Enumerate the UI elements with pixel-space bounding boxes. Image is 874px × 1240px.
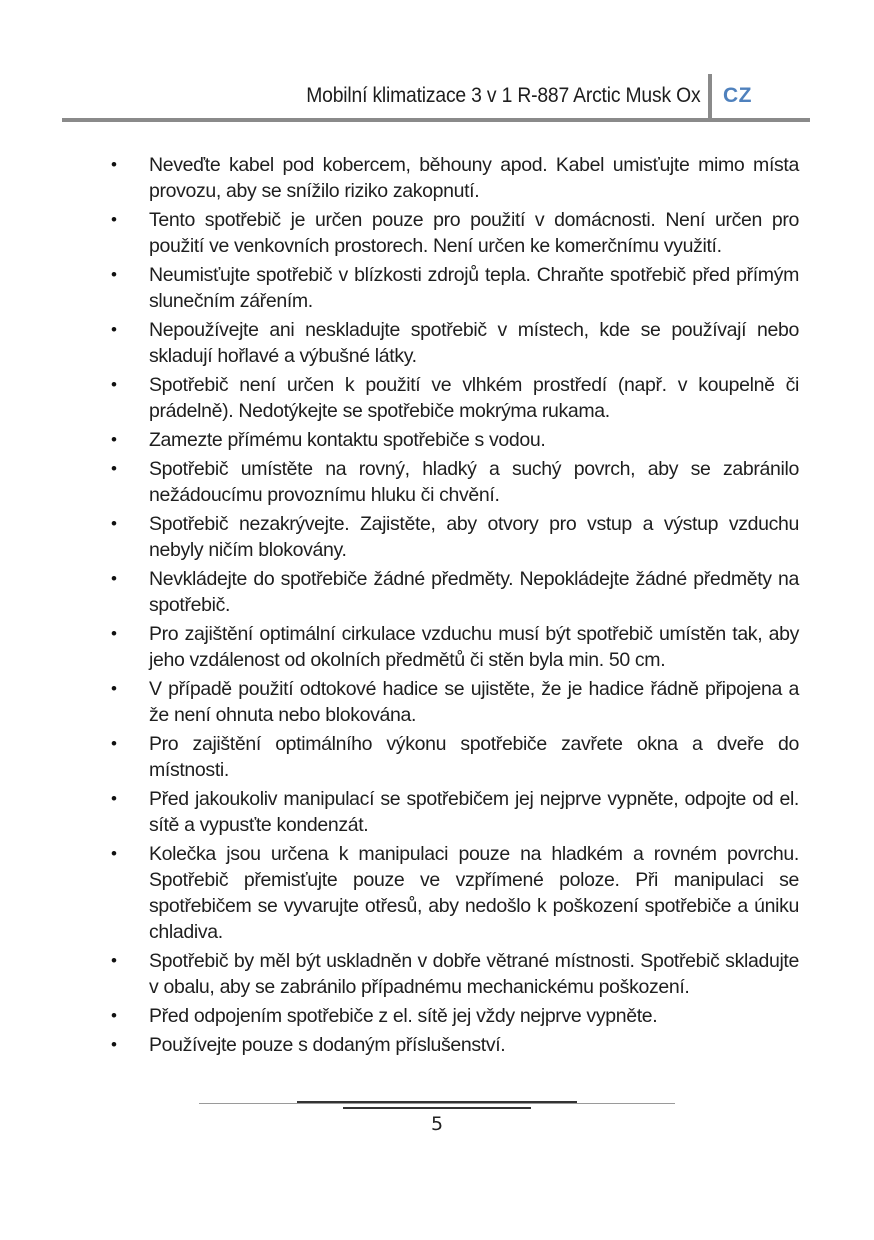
list-item-text: Neveďte kabel pod kobercem, běhouny apod. Kabel umisťujte mimo místa provozu, aby se snížilo riziko zakopnutí. <box>149 154 799 202</box>
list-item-text: Spotřebič nezakrývejte. Zajistěte, aby otvory pro vstup a výstup vzduchu nebyly ničím blokovány. <box>149 513 799 561</box>
list-item <box>107 317 799 369</box>
bullet-icon: • <box>111 679 117 698</box>
bullet-icon: • <box>111 1035 117 1054</box>
bullet-icon: • <box>111 155 117 174</box>
document-title: Mobilní klimatizace 3 v 1 R-887 Arctic Musk Ox <box>305 84 700 107</box>
list-item-text: Kolečka jsou určena k manipulaci pouze na hladkém a rovném povrchu. Spotřebič přemisťujte pouze ve vzpřímené poloze. Při manipulaci se spotřebičem se vyvarujte otřesů, aby nedošlo k poškození spotřebiče a úniku chladiva. <box>149 843 799 943</box>
header-divider <box>708 74 712 118</box>
list-item-text: Nepoužívejte ani neskladujte spotřebič v místech, kde se používají nebo skladují hořlavé a výbušné látky. <box>149 319 799 367</box>
list-item-text: Spotřebič by měl být uskladněn v dobře větrané místnosti. Spotřebič skladujte v obalu, aby se zabránilo případnému mechanickému poškození. <box>149 950 799 998</box>
safety-instructions <box>107 152 799 1061</box>
list-item <box>107 207 799 259</box>
list-item-text: Pro zajištění optimální cirkulace vzduchu musí být spotřebič umístěn tak, aby jeho vzdálenost od okolních předmětů či stěn byla min. 50 cm. <box>149 623 799 671</box>
list-item <box>107 621 799 673</box>
list-item <box>107 948 799 1000</box>
list-item-text: Nevkládejte do spotřebiče žádné předměty. Nepokládejte žádné předměty na spotřebič. <box>149 568 799 616</box>
list-item <box>107 676 799 728</box>
page-header <box>62 78 810 122</box>
footer-rule <box>343 1107 531 1109</box>
bullet-icon: • <box>111 569 117 588</box>
bullet-icon: • <box>111 1006 117 1025</box>
footer-rule <box>297 1101 577 1103</box>
list-item-text: Zamezte přímému kontaktu spotřebiče s vodou. <box>149 429 546 451</box>
language-code: CZ <box>723 84 752 107</box>
list-item <box>107 566 799 618</box>
list-item <box>107 1003 799 1029</box>
list-item <box>107 511 799 563</box>
list-item <box>107 152 799 204</box>
bullet-icon: • <box>111 789 117 808</box>
list-item-text: Neumisťujte spotřebič v blízkosti zdrojů tepla. Chraňte spotřebič před přímým slunečním zářením. <box>149 264 799 312</box>
bullet-icon: • <box>111 844 117 863</box>
page-number: 5 <box>430 1113 444 1135</box>
list-item <box>107 1032 799 1058</box>
list-item-text: Před jakoukoliv manipulací se spotřebičem jej nejprve vypněte, odpojte od el. sítě a vypusťte kondenzát. <box>149 788 799 836</box>
list-item-text: Používejte pouze s dodaným příslušenství. <box>149 1034 506 1056</box>
list-item <box>107 372 799 424</box>
bullet-icon: • <box>111 265 117 284</box>
list-item <box>107 427 799 453</box>
instruction-list <box>107 152 799 1058</box>
bullet-icon: • <box>111 375 117 394</box>
list-item-text: Pro zajištění optimálního výkonu spotřebiče zavřete okna a dveře do místnosti. <box>149 733 799 781</box>
bullet-icon: • <box>111 320 117 339</box>
list-item <box>107 456 799 508</box>
bullet-icon: • <box>111 514 117 533</box>
bullet-icon: • <box>111 624 117 643</box>
header-rule <box>62 118 810 122</box>
list-item <box>107 841 799 945</box>
list-item-text: Spotřebič není určen k použití ve vlhkém prostředí (např. v koupelně či prádelně). Nedotýkejte se spotřebiče mokrýma rukama. <box>149 374 799 422</box>
list-item-text: Před odpojením spotřebiče z el. sítě jej vždy nejprve vypněte. <box>149 1005 658 1027</box>
list-item <box>107 786 799 838</box>
footer-rule <box>199 1103 675 1104</box>
list-item-text: Spotřebič umístěte na rovný, hladký a suchý povrch, aby se zabránilo nežádoucímu provoznímu hluku či chvění. <box>149 458 799 506</box>
bullet-icon: • <box>111 459 117 478</box>
list-item-text: Tento spotřebič je určen pouze pro použití v domácnosti. Není určen pro použití ve venkovních prostorech. Není určen ke komerčnímu využití. <box>149 209 799 257</box>
bullet-icon: • <box>111 430 117 449</box>
bullet-icon: • <box>111 951 117 970</box>
list-item <box>107 731 799 783</box>
list-item <box>107 262 799 314</box>
bullet-icon: • <box>111 210 117 229</box>
bullet-icon: • <box>111 734 117 753</box>
list-item-text: V případě použití odtokové hadice se ujistěte, že je hadice řádně připojena a že není ohnuta nebo blokována. <box>149 678 799 726</box>
